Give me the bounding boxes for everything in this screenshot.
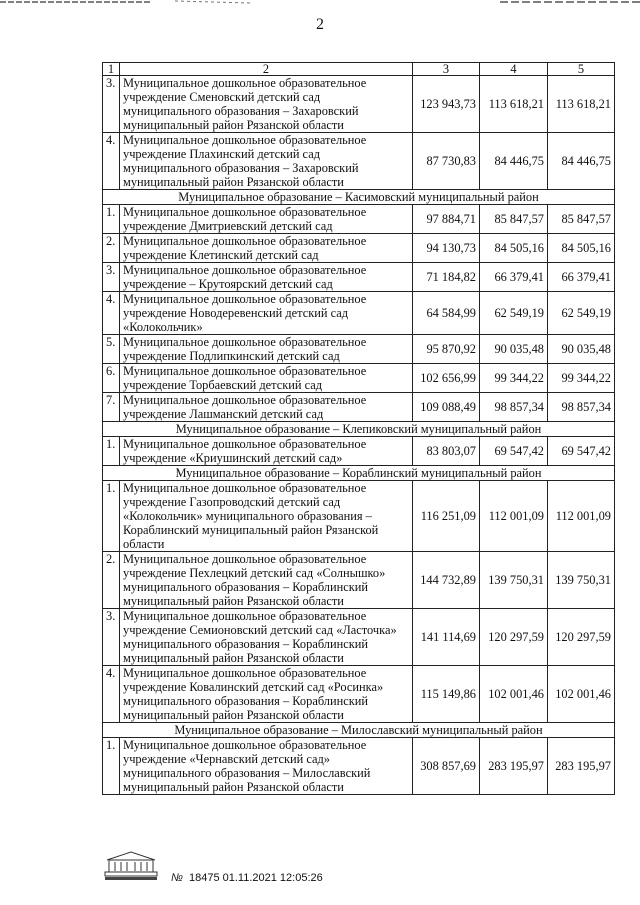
table-row: [103, 292, 615, 335]
institution-name-line: муниципального образования – Кораблинский: [123, 637, 369, 651]
amount-v4: 102 001,46: [480, 666, 548, 723]
column-header: 1: [103, 63, 120, 76]
institution-name-line: учреждение «Криушинский детский сад»: [123, 451, 343, 465]
institution-name-line: муниципальный район Рязанской области: [123, 594, 344, 608]
institution-name-line: Муниципальное дошкольное образовательное: [123, 205, 367, 219]
institution-name: [120, 666, 413, 723]
institution-name-line: Муниципальное дошкольное образовательное: [123, 609, 367, 623]
institution-name-line: учреждение Новодеревенский детский сад: [123, 306, 349, 320]
amount-v3: 109 088,49: [413, 393, 480, 422]
institution-name-line: Муниципальное дошкольное образовательное: [123, 292, 367, 306]
table-row: [103, 133, 615, 190]
amount-v3: 144 732,89: [413, 552, 480, 609]
number-sign: №: [171, 872, 183, 884]
row-number: 7.: [103, 393, 120, 422]
institution-name-line: учреждение – Крутоярский детский сад: [123, 277, 333, 291]
amount-v4: 120 297,59: [480, 609, 548, 666]
row-number: 1.: [103, 481, 120, 552]
institution-name-line: Муниципальное дошкольное образовательное: [123, 437, 367, 451]
section-header-row: [103, 466, 615, 481]
row-number: 4.: [103, 133, 120, 190]
institution-name: [120, 335, 413, 364]
institution-name-line: учреждение Сменовский детский сад: [123, 90, 321, 104]
column-header: 5: [548, 63, 615, 76]
institution-name-line: муниципальный район Рязанской области: [123, 780, 344, 794]
institution-name-line: Муниципальное дошкольное образовательное: [123, 666, 367, 680]
amount-v3: 95 870,92: [413, 335, 480, 364]
institution-name: [120, 292, 413, 335]
amount-v4: 90 035,48: [480, 335, 548, 364]
footer-stamp: [103, 850, 363, 890]
institution-name-line: учреждение Плахинский детский сад: [123, 147, 321, 161]
table-body: [103, 63, 615, 795]
institution-name-line: учреждение Лашманский детский сад: [123, 407, 324, 421]
amount-v5: 120 297,59: [548, 609, 615, 666]
amount-v4: 84 446,75: [480, 133, 548, 190]
table-row: [103, 738, 615, 795]
amount-v5: 69 547,42: [548, 437, 615, 466]
allocation-table: [102, 62, 615, 795]
institution-name-line: муниципального образования – Захаровский: [123, 161, 359, 175]
institution-name-line: учреждение Дмитриевский детский сад: [123, 219, 333, 233]
institution-name-line: учреждение «Чернавский детский сад»: [123, 752, 330, 766]
institution-name: [120, 437, 413, 466]
row-number: 1.: [103, 205, 120, 234]
row-number: 4.: [103, 292, 120, 335]
amount-v4: 98 857,34: [480, 393, 548, 422]
institution-name-line: Муниципальное дошкольное образовательное: [123, 76, 367, 90]
table-row: [103, 205, 615, 234]
amount-v5: 66 379,41: [548, 263, 615, 292]
table-row: [103, 552, 615, 609]
amount-v4: 113 618,21: [480, 76, 548, 133]
institution-name-line: Муниципальное дошкольное образовательное: [123, 234, 367, 248]
row-number: 6.: [103, 364, 120, 393]
table-header-row: [103, 63, 615, 76]
amount-v5: 139 750,31: [548, 552, 615, 609]
table-row: [103, 364, 615, 393]
amount-v5: 102 001,46: [548, 666, 615, 723]
amount-v4: 84 505,16: [480, 234, 548, 263]
registry-building-icon: [103, 850, 159, 882]
institution-name-line: Муниципальное дошкольное образовательное: [123, 481, 367, 495]
table-row: [103, 666, 615, 723]
row-number: 3.: [103, 76, 120, 133]
amount-v4: 85 847,57: [480, 205, 548, 234]
institution-name-line: Кораблинский муниципальный район Рязанской: [123, 523, 379, 537]
table-row: [103, 234, 615, 263]
column-header: 4: [480, 63, 548, 76]
institution-name-line: «Колокольчик» муниципального образования –: [123, 509, 372, 523]
section-title: Муниципальное образование – Клепиковский муниципальный район: [103, 422, 615, 437]
institution-name: [120, 552, 413, 609]
scan-edge-noise: [0, 0, 640, 10]
row-number: 2.: [103, 234, 120, 263]
institution-name-line: учреждение Ковалинский детский сад «Росинка»: [123, 680, 384, 694]
section-title: Муниципальное образование – Касимовский муниципальный район: [103, 190, 615, 205]
amount-v3: 97 884,71: [413, 205, 480, 234]
institution-name-line: муниципальный район Рязанской области: [123, 118, 344, 132]
table-row: [103, 609, 615, 666]
amount-v5: 283 195,97: [548, 738, 615, 795]
amount-v5: 99 344,22: [548, 364, 615, 393]
amount-v4: 69 547,42: [480, 437, 548, 466]
institution-name-line: Муниципальное дошкольное образовательное: [123, 263, 367, 277]
row-number: 3.: [103, 263, 120, 292]
institution-name: [120, 234, 413, 263]
registration-datetime: 01.11.2021 12:05:26: [222, 872, 323, 884]
institution-name: [120, 738, 413, 795]
amount-v3: 94 130,73: [413, 234, 480, 263]
institution-name-line: Муниципальное дошкольное образовательное: [123, 552, 367, 566]
institution-name-line: Муниципальное дошкольное образовательное: [123, 364, 367, 378]
institution-name-line: Муниципальное дошкольное образовательное: [123, 738, 367, 752]
table-row: [103, 437, 615, 466]
section-title: Муниципальное образование – Милославский муниципальный район: [103, 723, 615, 738]
institution-name-line: Муниципальное дошкольное образовательное: [123, 133, 367, 147]
institution-name-line: муниципального образования – Захаровский: [123, 104, 359, 118]
institution-name-line: учреждение Клетинский детский сад: [123, 248, 319, 262]
institution-name: [120, 609, 413, 666]
table-row: [103, 481, 615, 552]
row-number: 2.: [103, 552, 120, 609]
institution-name-line: муниципального образования – Кораблинский: [123, 694, 369, 708]
amount-v5: 98 857,34: [548, 393, 615, 422]
institution-name-line: муниципального образования – Кораблинский: [123, 580, 369, 594]
institution-name-line: Муниципальное дошкольное образовательное: [123, 335, 367, 349]
institution-name-line: учреждение Подлипкинский детский сад: [123, 349, 340, 363]
table-row: [103, 393, 615, 422]
table-row: [103, 263, 615, 292]
row-number: 1.: [103, 738, 120, 795]
amount-v5: 113 618,21: [548, 76, 615, 133]
institution-name-line: муниципальный район Рязанской области: [123, 708, 344, 722]
amount-v3: 116 251,09: [413, 481, 480, 552]
section-title: Муниципальное образование – Кораблинский муниципальный район: [103, 466, 615, 481]
amount-v3: 115 149,86: [413, 666, 480, 723]
table-row: [103, 76, 615, 133]
amount-v5: 90 035,48: [548, 335, 615, 364]
amount-v3: 308 857,69: [413, 738, 480, 795]
column-header: 2: [120, 63, 413, 76]
row-number: 1.: [103, 437, 120, 466]
table-row: [103, 335, 615, 364]
page-number: 2: [316, 16, 324, 33]
amount-v5: 84 505,16: [548, 234, 615, 263]
section-header-row: [103, 422, 615, 437]
amount-v4: 112 001,09: [480, 481, 548, 552]
amount-v4: 139 750,31: [480, 552, 548, 609]
institution-name: [120, 263, 413, 292]
document-number: 18475: [188, 872, 220, 884]
row-number: 3.: [103, 609, 120, 666]
amount-v3: 141 114,69: [413, 609, 480, 666]
amount-v3: 123 943,73: [413, 76, 480, 133]
institution-name-line: муниципального образования – Милославский: [123, 766, 371, 780]
institution-name-line: области: [123, 537, 165, 551]
amount-v5: 85 847,57: [548, 205, 615, 234]
amount-v3: 64 584,99: [413, 292, 480, 335]
row-number: 4.: [103, 666, 120, 723]
institution-name: [120, 364, 413, 393]
amount-v3: 71 184,82: [413, 263, 480, 292]
section-header-row: [103, 190, 615, 205]
amount-v3: 83 803,07: [413, 437, 480, 466]
amount-v3: 87 730,83: [413, 133, 480, 190]
institution-name-line: учреждение Газопроводский детский сад: [123, 495, 341, 509]
institution-name-line: учреждение Семионовский детский сад «Ласточка»: [123, 623, 397, 637]
institution-name: [120, 133, 413, 190]
institution-name: [120, 481, 413, 552]
institution-name-line: учреждение Торбаевский детский сад: [123, 378, 323, 392]
amount-v5: 84 446,75: [548, 133, 615, 190]
amount-v5: 112 001,09: [548, 481, 615, 552]
amount-v4: 99 344,22: [480, 364, 548, 393]
institution-name: [120, 76, 413, 133]
institution-name: [120, 393, 413, 422]
amount-v5: 62 549,19: [548, 292, 615, 335]
column-header: 3: [413, 63, 480, 76]
institution-name-line: муниципальный район Рязанской области: [123, 175, 344, 189]
amount-v4: 62 549,19: [480, 292, 548, 335]
institution-name-line: Муниципальное дошкольное образовательное: [123, 393, 367, 407]
amount-v4: 66 379,41: [480, 263, 548, 292]
row-number: 5.: [103, 335, 120, 364]
institution-name-line: учреждение Пехлецкий детский сад «Солнышко»: [123, 566, 386, 580]
document-registration: [171, 872, 323, 884]
amount-v4: 283 195,97: [480, 738, 548, 795]
institution-name-line: «Колокольчик»: [123, 320, 203, 334]
institution-name: [120, 205, 413, 234]
amount-v3: 102 656,99: [413, 364, 480, 393]
institution-name-line: муниципальный район Рязанской области: [123, 651, 344, 665]
section-header-row: [103, 723, 615, 738]
